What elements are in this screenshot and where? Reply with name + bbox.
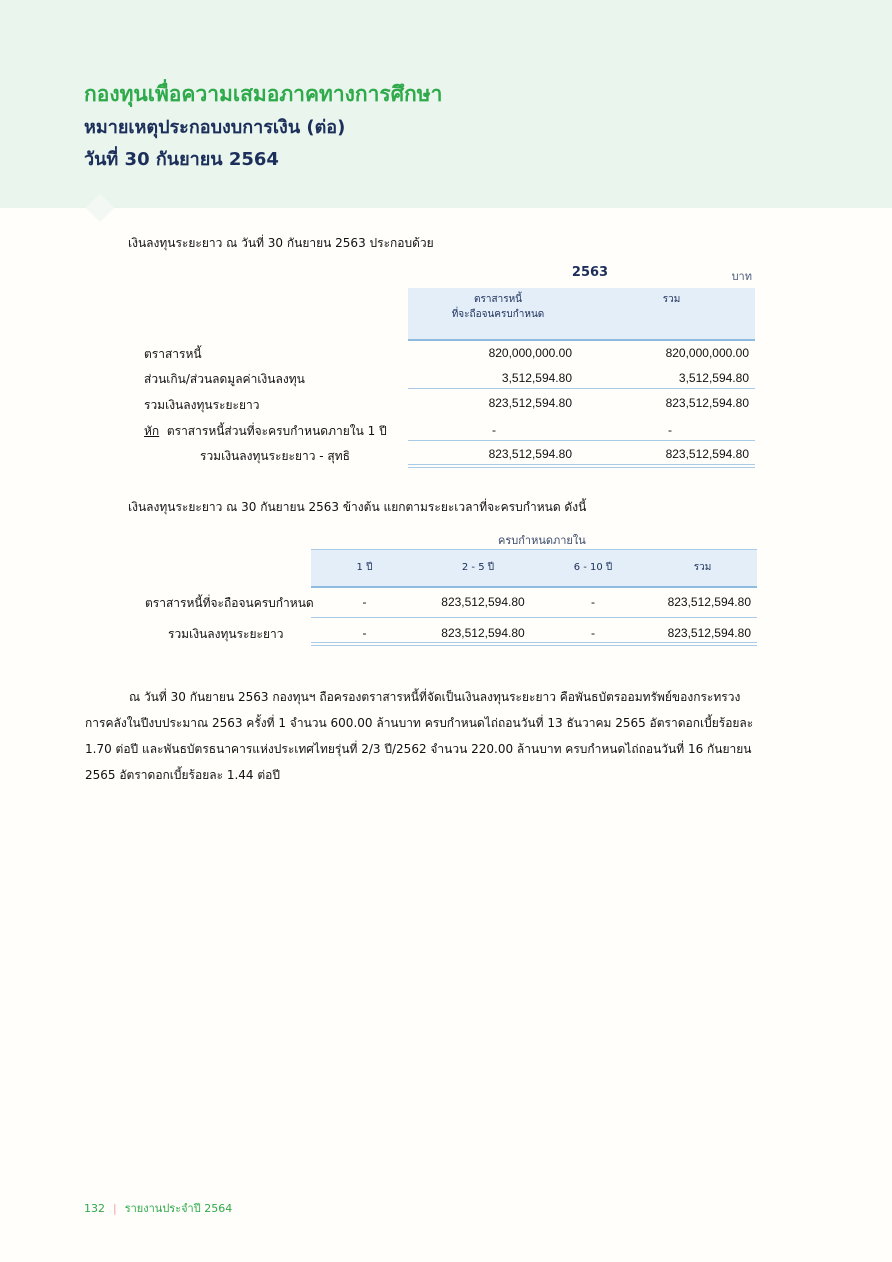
- table2-header-rule: [311, 586, 757, 588]
- report-name: รายงานประจำปี 2564: [124, 1202, 233, 1215]
- page-number: 132: [84, 1202, 105, 1215]
- footer-separator: |: [113, 1202, 117, 1215]
- table2-group-header: ครบกำหนดภายใน: [498, 534, 586, 547]
- table1-year-header: 2563: [571, 265, 609, 280]
- table2-cell: -: [591, 595, 595, 609]
- table1-cell-total: 3,512,594.80: [678, 371, 749, 385]
- table1-row-label: รวมเงินลงทุนระยะยาว - สุทธิ: [200, 449, 350, 463]
- table1-cell-total: -: [668, 423, 672, 437]
- table1-unit-label: บาท: [731, 270, 752, 283]
- section1-intro: เงินลงทุนระยะยาว ณ วันที่ 30 กันยายน 2563 ประกอบด้วย: [128, 236, 434, 250]
- table2-col-1y: 1 ปี: [356, 562, 373, 573]
- table1-cell-debt: 3,512,594.80: [501, 371, 572, 385]
- table2-double-rule: [311, 642, 757, 643]
- table2-cell: -: [591, 626, 595, 640]
- table2-top-rule: [311, 549, 757, 550]
- table2-row-rule: [311, 617, 757, 618]
- paragraph-line-1: ณ วันที่ 30 กันยายน 2563 กองทุนฯ ถือครองตราสารหนี้ที่จัดเป็นเงินลงทุนระยะยาว คือพันธบัตรออมทรัพย์ของกระทรวง: [129, 690, 741, 704]
- page-subtitle: หมายเหตุประกอบงบการเงิน (ต่อ): [84, 117, 346, 138]
- table1-col-debt-line2: ที่จะถือจนครบกำหนด: [451, 309, 545, 320]
- table1-cell-debt: -: [492, 423, 496, 437]
- table1-cell-total: 823,512,594.80: [665, 396, 749, 410]
- table2-cell: 823,512,594.80: [667, 626, 751, 640]
- table1-row-label: ตราสารหนี้: [144, 347, 202, 361]
- table2-col-total: รวม: [693, 562, 712, 573]
- table1-double-rule: [408, 464, 755, 465]
- table2-row-label: รวมเงินลงทุนระยะยาว: [168, 627, 284, 641]
- paragraph-line-2: การคลังในปีงบประมาณ 2563 ครั้งที่ 1 จำนวน 600.00 ล้านบาท ครบกำหนดไถ่ถอนวันที่ 13 ธันวาคม 2565 อัตราดอกเบี้ยร้อยละ: [85, 716, 754, 730]
- table1-cell-total: 820,000,000.00: [665, 346, 749, 360]
- table1-subtotal-rule: [408, 388, 755, 389]
- table2-cell: -: [362, 595, 367, 609]
- table1-col-debt-line1: ตราสารหนี้: [474, 294, 522, 305]
- table2-cell: 823,512,594.80: [667, 595, 751, 609]
- paragraph-line-4: 2565 อัตราดอกเบี้ยร้อยละ 1.44 ต่อปี: [85, 768, 280, 782]
- table1-row-label: รวมเงินลงทุนระยะยาว: [144, 398, 260, 412]
- org-title: กองทุนเพื่อความเสมอภาคทางการศึกษา: [84, 82, 443, 106]
- table1-row-label-group: [144, 422, 387, 441]
- table1-cell-debt: 820,000,000.00: [488, 346, 572, 360]
- section2-intro: เงินลงทุนระยะยาว ณ 30 กันยายน 2563 ข้างต้น แยกตามระยะเวลาที่จะครบกำหนด ดังนี้: [128, 500, 587, 514]
- paragraph-line-3: 1.70 ต่อปี และพันธบัตรธนาคารแห่งประเทศไทยรุ่นที่ 2/3 ปี/2562 จำนวน 220.00 ล้านบาท ครบกำหนดไถ่ถอนวันที่ 16 กันยายน: [85, 742, 752, 756]
- table1-row-label: ตราสารหนี้ส่วนที่จะครบกำหนดภายใน 1 ปี: [166, 424, 387, 438]
- table2-cell: 823,512,594.80: [441, 595, 525, 609]
- table2-cell: 823,512,594.80: [441, 626, 525, 640]
- table1-cell-total: 823,512,594.80: [665, 447, 749, 461]
- table1-row-prefix: หัก: [144, 424, 160, 438]
- table2-cell: -: [362, 626, 367, 640]
- table1-cell-debt: 823,512,594.80: [488, 396, 572, 410]
- page-date: วันที่ 30 กันยายน 2564: [84, 149, 279, 170]
- table1-row-label: ส่วนเกิน/ส่วนลดมูลค่าเงินลงทุน: [144, 372, 305, 386]
- table2-row-label: ตราสารหนี้ที่จะถือจนครบกำหนด: [145, 596, 314, 610]
- table1-cell-debt: 823,512,594.80: [488, 447, 572, 461]
- table2-col-6-10y: 6 - 10 ปี: [573, 562, 613, 573]
- table2-col-2-5y: 2 - 5 ปี: [461, 562, 495, 573]
- table1-net-rule: [408, 440, 755, 441]
- table1-col-total: รวม: [662, 294, 681, 305]
- table1-header-rule: [408, 339, 755, 341]
- page-footer: [84, 1199, 232, 1217]
